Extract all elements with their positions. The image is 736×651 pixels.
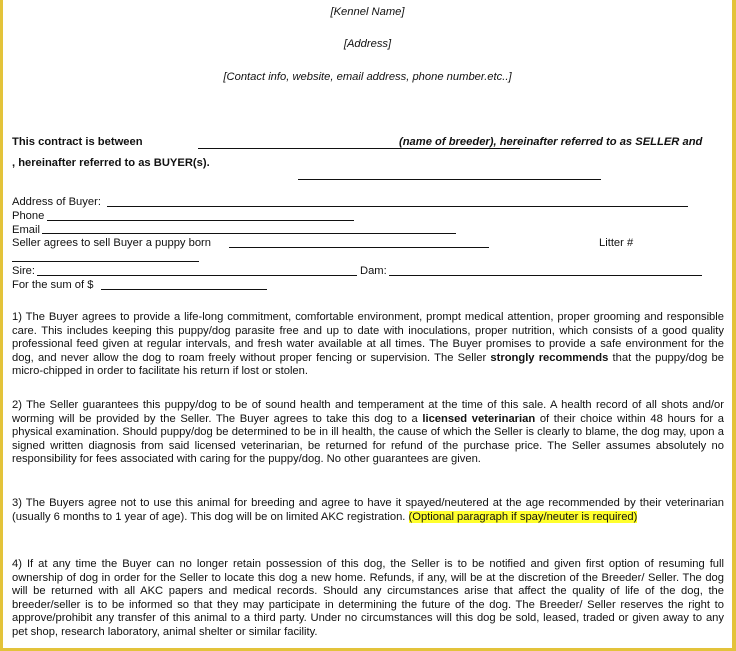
paragraph-1: [12, 311, 724, 379]
sum-label: For the sum of $: [12, 279, 94, 291]
sire-label: Sire:: [12, 265, 36, 277]
contract-document: [3, 0, 732, 648]
kennel-address: [Address]: [343, 38, 392, 50]
buyer-name-line: [298, 179, 601, 180]
kennel-name: [Kennel Name]: [330, 6, 405, 18]
optional-highlight: (Optional paragraph if spay/neuter is required): [408, 510, 638, 523]
paragraph-4: 4) If at any time the Buyer can no longer retain possession of this dog, the Seller is to be notified and given first option of resuming full ownership of dog in order for the Seller to locate this dog a new home. Refunds, if any, will be at the discretion of the Breeder/ Seller. The dog will be returned with all AKC papers and medical records. Should any circumstances arise that affect the quality of life of the dog, the breeder/seller is to be informed so that they may participate in determining the future of the dog. The Breeder/ Seller reserves the right to approve/prohibit any transfer of this animal to a third party. Under no circumstances will this dog be sold, leased, traded or given away to any pet shop, research laboratory, animal shelter or similar facility.: [12, 558, 724, 638]
paragraph-2-text: 2) The Seller guarantees this puppy/dog to be of sound health and temperament at the time of this sale. A health record of all shots and/or worming will be provided by the Seller. The Buyer agrees to take this dog to a: [12, 399, 724, 425]
email-label: Email: [12, 224, 40, 236]
phone-line: [47, 220, 354, 221]
sell-puppy-label: Seller agrees to sell Buyer a puppy born: [12, 237, 212, 249]
breeder-label: [399, 136, 702, 149]
contract-lead: This contract is between: [12, 136, 143, 148]
sum-line: [101, 289, 267, 290]
dam-label: Dam:: [360, 265, 387, 277]
kennel-contact: [Contact info, website, email address, phone number.etc..]: [223, 71, 512, 83]
buyer-referral: , hereinafter referred to as BUYER(s).: [12, 157, 210, 169]
paragraph-2: [12, 399, 724, 467]
paragraph-1-bold: strongly recommends: [490, 351, 609, 364]
dam-line: [389, 275, 702, 276]
birth-date-line: [229, 247, 489, 248]
paragraph-1-text: 1) The Buyer agrees to provide a life-long commitment, comfortable environment, prompt medical attention, proper grooming and responsible care. This includes keeping this puppy/dog parasite free and up to date with inoculations, proper nutrition, which consists of a good quality professional feed given at regular intervals, and fresh water available at all times. The Buyer promises to provide a safe environment for the dog, and never allow the dog to roam freely without proper fencing or supervision. The Seller: [12, 311, 724, 364]
sire-line: [37, 275, 357, 276]
paragraph-2-bold: licensed veterinarian: [422, 412, 536, 425]
paragraph-3: [12, 497, 724, 524]
paragraph-3-text: 3) The Buyers agree not to use this animal for breeding and agree to have it spayed/neutered at the age recommended by their veterinarian (usually 6 months to 1 year of age). This dog will be on limited AKC registration.: [12, 497, 724, 523]
litter-line: [12, 261, 199, 262]
address-of-buyer-line: [107, 206, 688, 207]
paragraph-2-tail: of their choice within 48 hours for a physical examination. Should puppy/dog be determined to be in ill health, the cause of which the Seller is clearly to blame, the dog may, upon a signed written diagnosis from said licensed veterinarian, be returned for refund of the purchase price. The Seller assumes absolutely no responsibility for fees associated with caring for the puppy/dog. No other guarantees are given.: [12, 412, 725, 465]
email-line: [42, 233, 456, 234]
address-of-buyer-label: Address of Buyer:: [12, 196, 101, 208]
litter-label: Litter #: [599, 237, 634, 249]
breeder-label-text: (name of breeder), hereinafter referred to as SELLER and: [399, 136, 703, 148]
phone-label: Phone: [12, 210, 45, 222]
paragraph-1-tail: that the puppy/dog be micro-chipped in order to facilitate his return if lost or stolen.: [12, 351, 724, 377]
